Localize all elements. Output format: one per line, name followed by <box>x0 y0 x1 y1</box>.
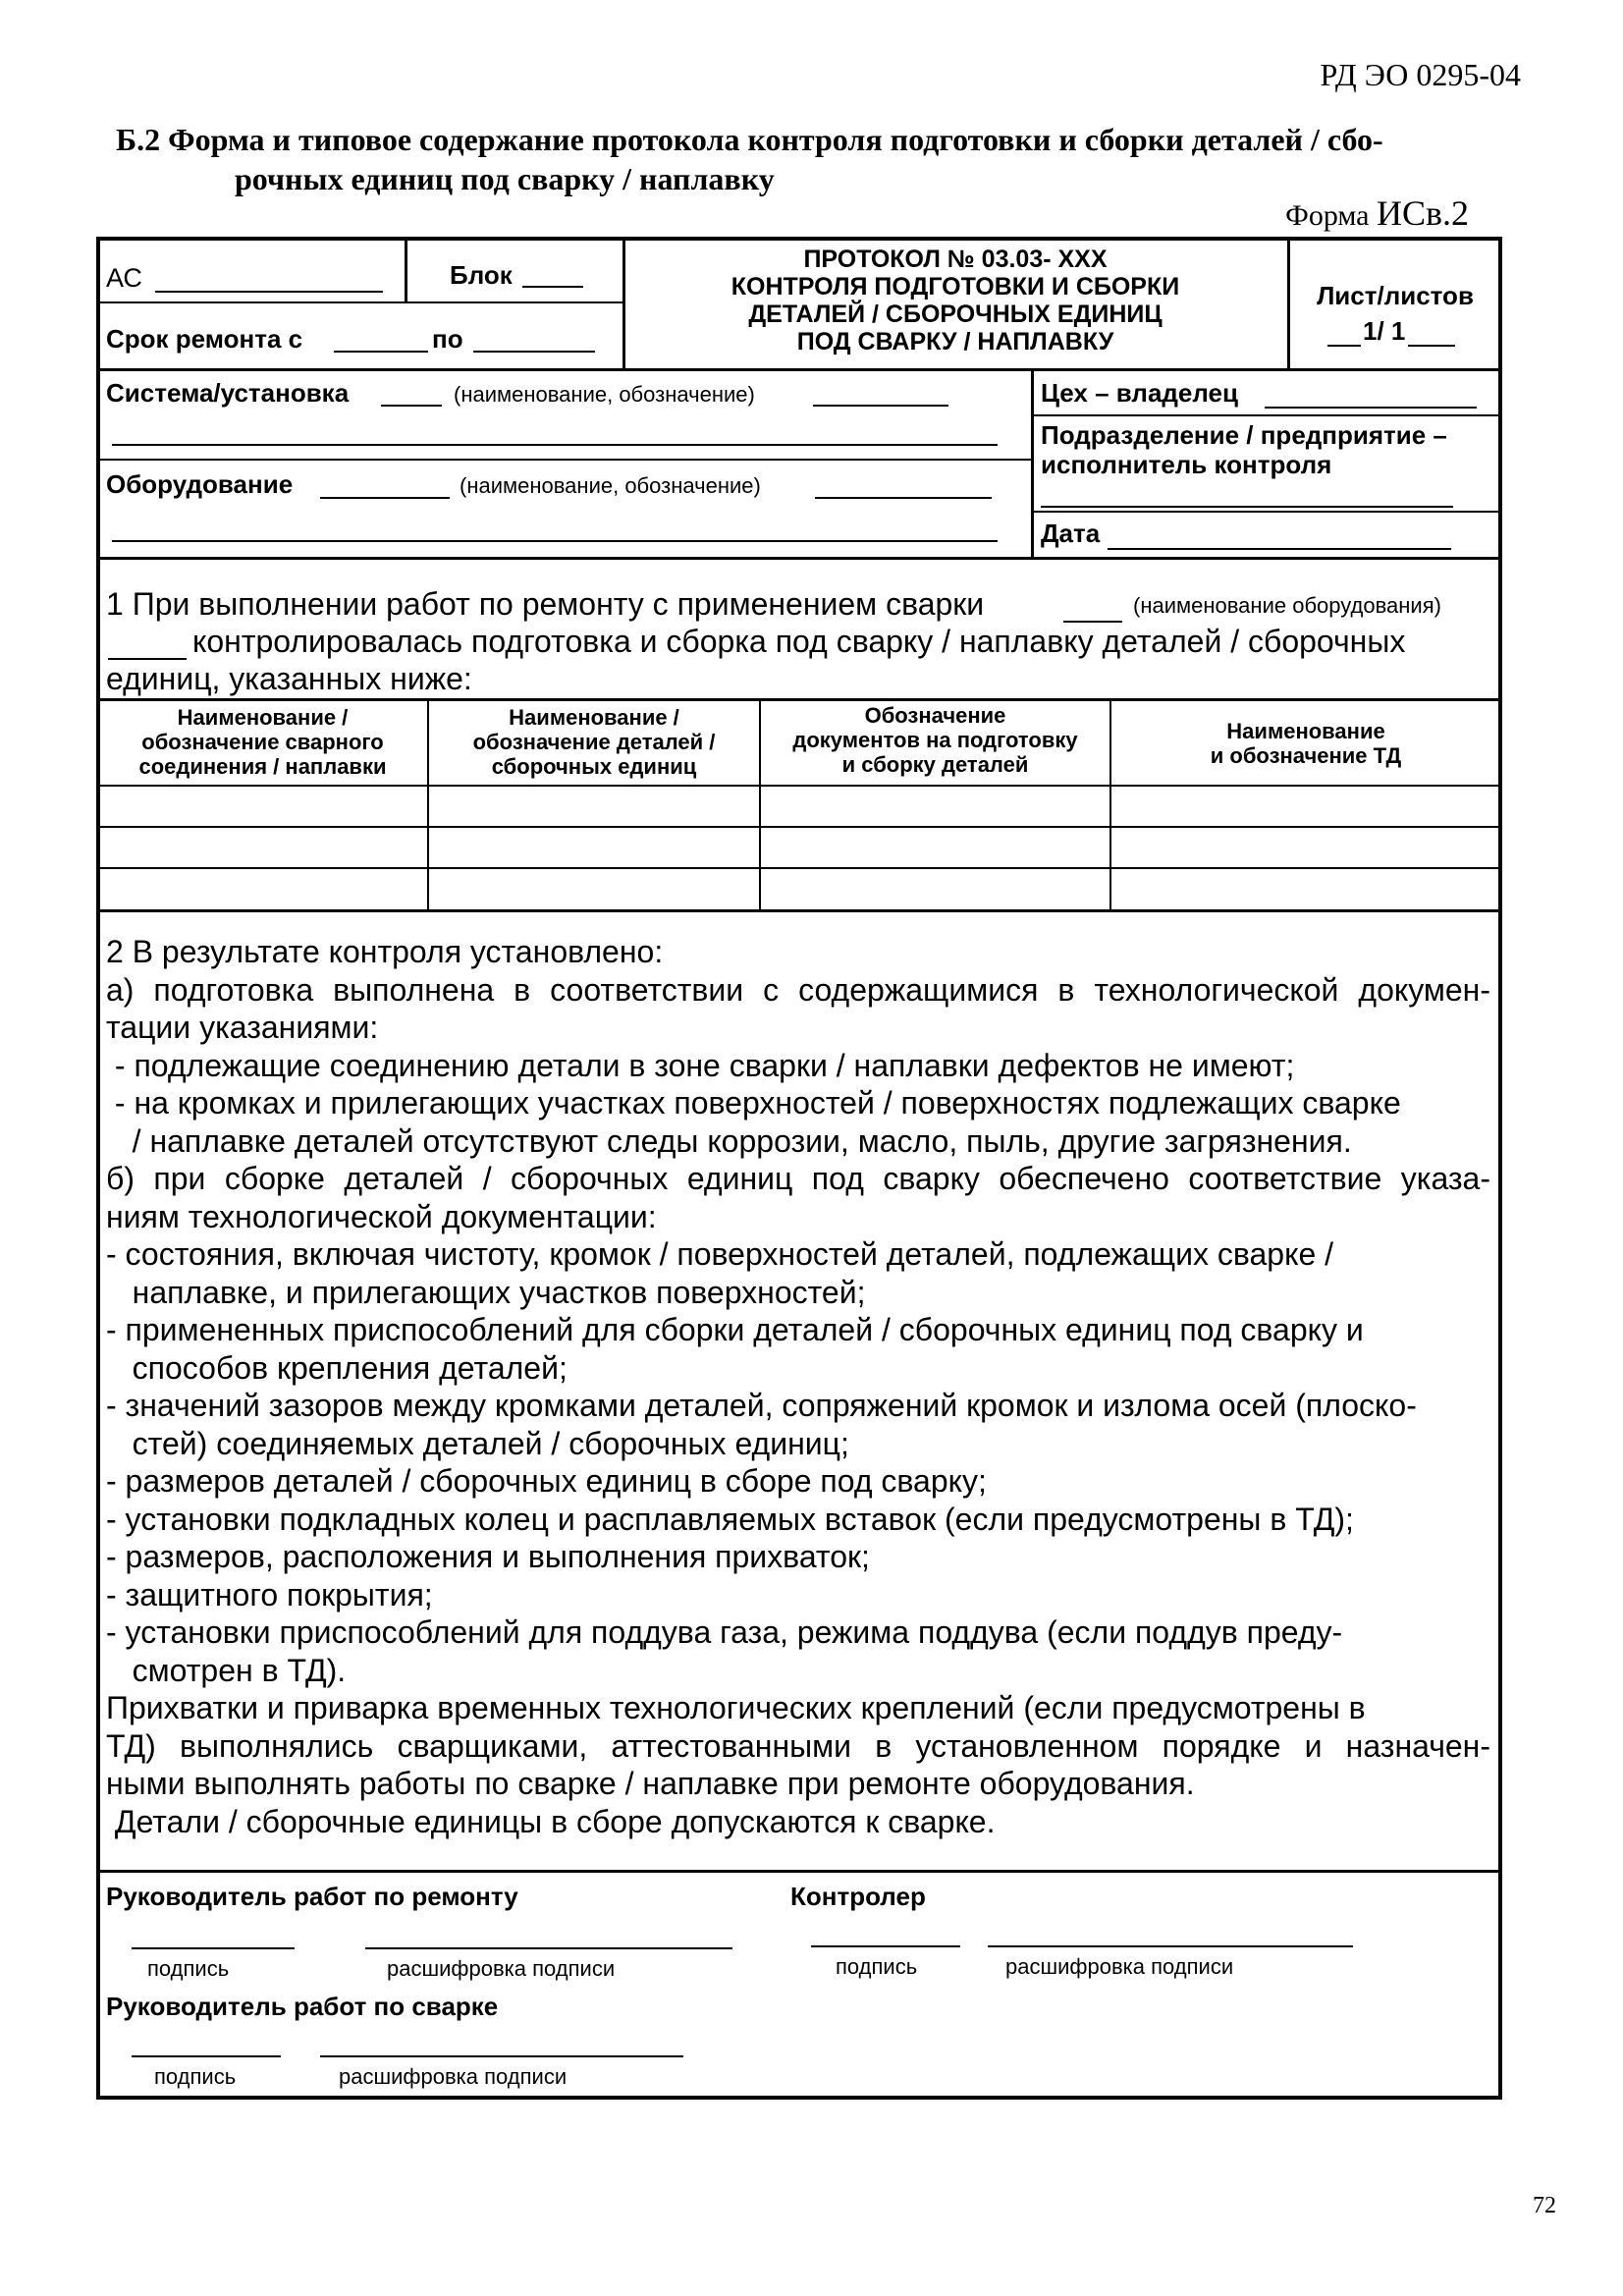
table-bottom-border <box>96 909 1502 912</box>
date-label: Дата <box>1041 519 1101 548</box>
section1-line-3: единиц, указанных ниже: <box>106 661 472 696</box>
repair-head-label: Руководитель работ по ремонту <box>106 1882 518 1911</box>
section2-findings <box>106 933 1490 1840</box>
sheets-label: Лист/листов <box>1317 281 1474 310</box>
equipment-hint: (наименование, обозначение) <box>460 473 761 498</box>
section1-line-2: контролировалась подготовка и сборка под сварку / наплавку деталей / сборочных <box>192 624 1406 659</box>
repair-head-signature-field[interactable] <box>132 1947 295 1949</box>
table-top-border <box>96 698 1502 701</box>
signatures-divider <box>96 1870 1502 1873</box>
table-row-border <box>96 826 1502 828</box>
equipment-field-short[interactable] <box>320 497 450 499</box>
table-header-line: Обозначение <box>864 703 1006 728</box>
document-code: РД ЭО 0295-04 <box>1320 57 1521 92</box>
repair-to-label: по <box>432 324 463 354</box>
page-title <box>116 120 1490 198</box>
system-field-line[interactable] <box>112 444 998 446</box>
section2-line: - состояния, включая чистоту, кромок / поверхностей деталей, подлежащих сварке / <box>106 1236 1334 1272</box>
welding-head-decoding-field[interactable] <box>320 2055 683 2057</box>
block-field[interactable] <box>522 286 583 288</box>
controller-decoding-field[interactable] <box>988 1945 1353 1947</box>
protocol-title-line: ПОД СВАРКУ / НАПЛАВКУ <box>796 328 1114 355</box>
protocol-title-line: ДЕТАЛЕЙ / СБОРОЧНЫХ ЕДИНИЦ <box>748 301 1163 328</box>
section2-line: - защитного покрытия; <box>106 1576 433 1613</box>
controller-label: Контролер <box>790 1882 926 1911</box>
section2-line: б) при сборке деталей / сборочных единиц под сварку обеспечено соответствие указа- <box>106 1161 1490 1196</box>
workshop-field[interactable] <box>1265 407 1477 409</box>
form-label <box>1285 192 1469 234</box>
table-header-line: обозначение деталей / <box>472 730 716 754</box>
section2-line: - на кромках и прилегающих участках поверхностей / поверхностях подлежащих сварке <box>106 1085 1401 1121</box>
header-vline-protocol-right <box>1287 237 1290 371</box>
section2-line: ниям технологической документации: <box>106 1198 657 1234</box>
section1-hint: (наименование оборудования) <box>1133 593 1441 618</box>
header-vline-protocol-left <box>622 237 625 371</box>
welding-head-signature-field[interactable] <box>132 2055 281 2057</box>
protocol-title-line: КОНТРОЛЯ ПОДГОТОВКИ И СБОРКИ <box>730 273 1180 301</box>
section2-line: а) подготовка выполнена в соответствии с содержащимися в технологической докумен- <box>106 971 1490 1008</box>
info-vline <box>1031 369 1034 559</box>
system-field-end[interactable] <box>813 405 948 407</box>
block-label: Блок <box>450 260 513 290</box>
decoding-caption: расшифровка подписи <box>387 1956 616 1981</box>
table-header-line: Наименование / <box>509 705 679 730</box>
table-header-line: Наименование <box>1226 719 1385 743</box>
title-line-2: рочных единиц под сварку / наплавку <box>235 161 775 196</box>
system-label: Система/установка <box>106 378 350 408</box>
section2-line: наплавке, и прилегающих участков поверхностей; <box>106 1274 866 1310</box>
welding-head-label: Руководитель работ по сварке <box>106 1992 499 2021</box>
section2-line: - установки приспособлений для поддува газа, режима поддува (если поддув преду- <box>106 1614 1343 1650</box>
signature-caption: подпись <box>154 2064 237 2089</box>
table-header-weld <box>98 705 427 779</box>
controller-signature-field[interactable] <box>811 1945 960 1947</box>
header-hline-as <box>96 301 624 303</box>
table-header-line: Наименование / <box>177 705 349 730</box>
title-line-1: Б.2 Форма и типовое содержание протокола контроля подготовки и сборки деталей / сбо- <box>116 122 1383 157</box>
system-hint: (наименование, обозначение) <box>454 382 755 407</box>
section2-line: Прихватки и приварка временных технологических креплений (если предусмотрены в <box>106 1690 1366 1725</box>
repair-from-label: Срок ремонта с <box>106 324 303 354</box>
executor-label-line: Подразделение / предприятие – <box>1041 420 1447 450</box>
as-field[interactable] <box>155 291 383 293</box>
section2-line: ными выполнять работы по сварке / наплавке при ремонте оборудования. <box>106 1766 1195 1801</box>
repair-head-decoding-field[interactable] <box>365 1947 732 1949</box>
page-number: 72 <box>1533 2193 1556 2218</box>
equipment-label: Оборудование <box>106 469 294 499</box>
equipment-field-line[interactable] <box>112 540 998 542</box>
system-field-short[interactable] <box>381 405 442 407</box>
table-header-line: и обозначение ТД <box>1210 743 1402 768</box>
decoding-caption: расшифровка подписи <box>339 2064 568 2089</box>
table-header-td <box>1111 719 1500 768</box>
section2-line: / наплавке деталей отсутствуют следы коррозии, масло, пыль, другие загрязнения. <box>106 1122 1352 1159</box>
info-hline-right-1 <box>1031 414 1502 416</box>
section2-line: Детали / сборочные единицы в сборе допускаются к сварке. <box>106 1803 996 1839</box>
equipment-field-end[interactable] <box>815 497 992 499</box>
table-header-line: сборочных единиц <box>491 754 697 779</box>
info-hline-right-2 <box>1031 511 1502 513</box>
table-header-parts <box>429 705 759 779</box>
form-label-prefix: Форма <box>1285 199 1377 232</box>
info-divider <box>96 557 1502 560</box>
section2-line: - подлежащие соединению детали в зоне сварки / наплавки дефектов не имеют; <box>106 1047 1295 1083</box>
protocol-title <box>628 246 1282 355</box>
table-row-border <box>96 867 1502 869</box>
section2-line: - размеров, расположения и выполнения прихваток; <box>106 1539 870 1574</box>
info-hline-left <box>96 459 1034 461</box>
table-header-border <box>96 785 1502 787</box>
section2-line: тации указаниями: <box>106 1010 379 1045</box>
decoding-caption: расшифровка подписи <box>1005 1954 1234 1979</box>
sheets-field-right[interactable] <box>1408 345 1455 347</box>
as-label: АС <box>106 263 142 293</box>
header-divider <box>96 368 1502 371</box>
section1-text: 1 При выполнении работ по ремонту с применением сварки <box>106 586 985 622</box>
table-header-docs <box>761 703 1109 777</box>
section2-line: стей) соединяемых деталей / сборочных единиц; <box>106 1425 849 1461</box>
signature-caption: подпись <box>147 1956 230 1981</box>
repair-from-field[interactable] <box>334 351 428 353</box>
header-vline-as-block <box>405 237 407 302</box>
date-field[interactable] <box>1108 548 1451 550</box>
section1-line-1 <box>106 585 984 623</box>
section2-line: - размеров деталей / сборочных единиц в сборе под сварку; <box>106 1463 987 1499</box>
executor-label-line: исполнитель контроля <box>1041 450 1332 479</box>
executor-label <box>1041 420 1447 479</box>
section2-line: - установки подкладных колец и расплавляемых вставок (если предусмотрены в ТД); <box>106 1501 1354 1537</box>
workshop-label: Цех – владелец <box>1041 378 1238 408</box>
form-code: ИСв.2 <box>1376 193 1469 233</box>
signature-caption: подпись <box>836 1954 918 1979</box>
section2-line: 2 В результате контроля установлено: <box>106 934 664 969</box>
table-header-line: и сборку деталей <box>841 752 1029 777</box>
protocol-title-line: ПРОТОКОЛ № 03.03- XXX <box>803 246 1108 273</box>
section2-line: - примененных приспособлений для сборки деталей / сборочных единиц под сварку и <box>106 1312 1364 1347</box>
table-header-line: документов на подготовку <box>792 728 1078 752</box>
section2-line: смотрен в ТД). <box>106 1652 347 1688</box>
repair-to-field[interactable] <box>473 351 595 353</box>
executor-field[interactable] <box>1041 506 1453 508</box>
sheets-field-left[interactable] <box>1327 345 1361 347</box>
sheets-value: 1/ 1 <box>1363 316 1406 346</box>
section2-line: способов крепления деталей; <box>106 1349 568 1386</box>
table-header-line: обозначение сварного <box>141 730 384 754</box>
section2-line: ТД) выполнялись сварщиками, аттестованными в установленном порядке и назначен- <box>106 1727 1490 1764</box>
table-header-line: соединения / наплавки <box>138 754 387 779</box>
section2-line: - значений зазоров между кромками деталей, сопряжений кромок и излома осей (плоско- <box>106 1388 1417 1423</box>
